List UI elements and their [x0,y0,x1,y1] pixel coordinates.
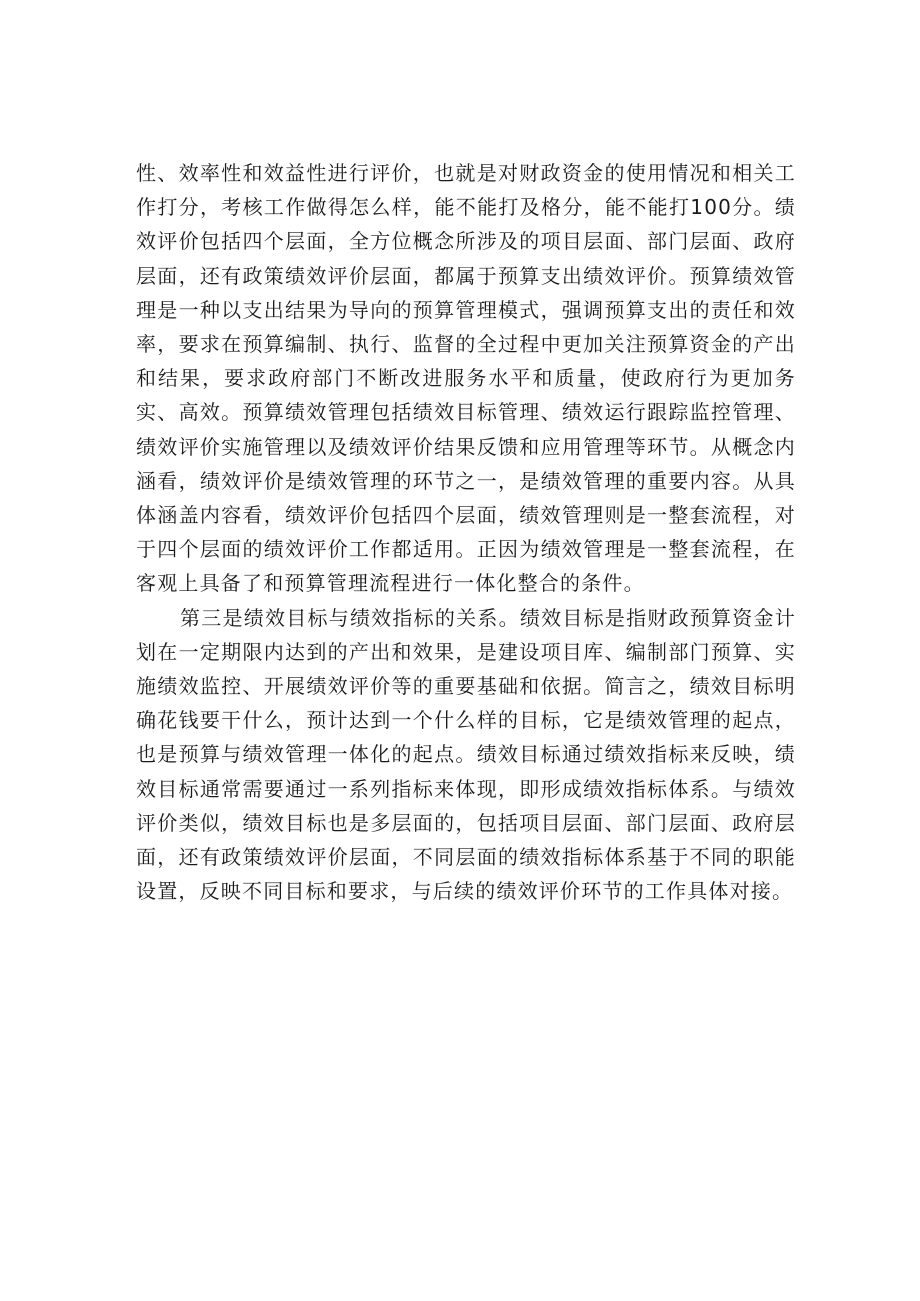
document-body [136,156,796,908]
paragraph-performance-goals-vs-indicators: 第三是绩效目标与绩效指标的关系。绩效目标是指财政预算资金计划在一定期限内达到的产出和效果，是建设项目库、编制部门预算、实施绩效监控、开展绩效评价等的重要基础和依据。简言之，绩效目标明确花钱要干什么，预计达到一个什么样的目标，它是绩效管理的起点，也是预算与绩效管理一体化的起点。绩效目标通过绩效指标来反映，绩效目标通常需要通过一系列指标来体现，即形成绩效指标体系。与绩效评价类似，绩效目标也是多层面的，包括项目层面、部门层面、政府层面，还有政策绩效评价层面，不同层面的绩效指标体系基于不同的职能设置，反映不同目标和要求，与后续的绩效评价环节的工作具体对接。 [136,605,796,904]
paragraph-performance-evaluation-vs-management: 性、效率性和效益性进行评价，也就是对财政资金的使用情况和相关工作打分，考核工作做得怎么样，能不能打及格分，能不能打100分。绩效评价包括四个层面，全方位概念所涉及的项目层面、部门层面、政府层面，还有政策绩效评价层面，都属于预算支出绩效评价。预算绩效管理是一种以支出结果为导向的预算管理模式，强调预算支出的责任和效率，要求在预算编制、执行、监督的全过程中更加关注预算资金的产出和结果，要求政府部门不断改进服务水平和质量，使政府行为更加务实、高效。预算绩效管理包括绩效目标管理、绩效运行跟踪监控管理、绩效评价实施管理以及绩效评价结果反馈和应用管理等环节。从概念内涵看，绩效评价是绩效管理的环节之一，是绩效管理的重要内容。从具体涵盖内容看，绩效评价包括四个层面，绩效管理则是一整套流程，对于四个层面的绩效评价工作都适用。正因为绩效管理是一整套流程，在客观上具备了和预算管理流程进行一体化整合的条件。 [136,161,796,596]
